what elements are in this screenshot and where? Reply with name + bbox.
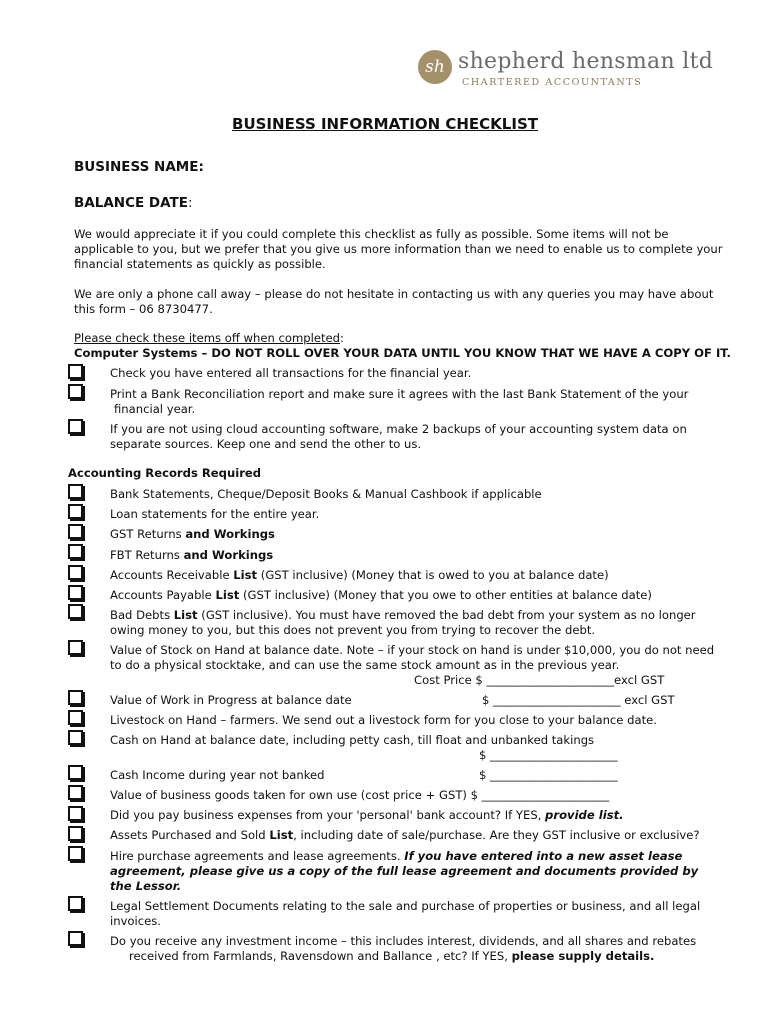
checkbox[interactable] bbox=[68, 931, 83, 946]
checkbox[interactable] bbox=[68, 504, 83, 519]
page-title: BUSINESS INFORMATION CHECKLIST bbox=[232, 115, 538, 133]
checkbox[interactable] bbox=[68, 544, 83, 559]
computer-systems-heading: Computer Systems – DO NOT ROLL OVER YOUR DATA UNTIL YOU KNOW THAT WE HAVE A COPY OF IT. bbox=[74, 346, 731, 360]
checklist-item-cash-on-hand: Cash on Hand at balance date, including petty cash, till float and unbanked takings bbox=[110, 733, 595, 747]
checklist-item-loan-statements: Loan statements for the entire year. bbox=[110, 507, 320, 521]
checkbox[interactable] bbox=[68, 896, 83, 911]
checklist-item-livestock: Livestock on Hand – farmers. We send out a livestock form for you close to your balance date. bbox=[110, 713, 657, 727]
checklist-item-bank-reconciliation: Print a Bank Reconciliation report and make sure it agrees with the last Bank Statement of the your bbox=[110, 387, 689, 401]
checklist-item-bank-reconciliation-cont: financial year. bbox=[114, 402, 196, 416]
firm-logo-mark: sh bbox=[418, 50, 452, 84]
checklist-item-cash-income: Cash Income during year not banked bbox=[110, 768, 325, 782]
checkbox[interactable] bbox=[68, 565, 83, 580]
checklist-item-work-in-progress: Value of Work in Progress at balance date bbox=[110, 693, 352, 707]
wip-amount-line[interactable]: $ ______________________ excl GST bbox=[482, 693, 675, 707]
stock-cost-price-line[interactable]: Cost Price $ ______________________excl GST bbox=[414, 673, 665, 687]
checkbox[interactable] bbox=[68, 765, 83, 780]
checkbox[interactable] bbox=[68, 785, 83, 800]
checklist-item-accounts-payable: Accounts Payable List (GST inclusive) (Money that you owe to other entities at balance date) bbox=[110, 588, 652, 602]
checkbox[interactable] bbox=[68, 710, 83, 725]
checklist-item-bank-statements: Bank Statements, Cheque/Deposit Books & Manual Cashbook if applicable bbox=[110, 487, 542, 501]
checkbox[interactable] bbox=[68, 364, 83, 379]
checkbox[interactable] bbox=[68, 826, 83, 841]
checkbox[interactable] bbox=[68, 585, 83, 600]
checklist-item-fbt-returns: FBT Returns and Workings bbox=[110, 548, 274, 562]
cash-on-hand-amount-line[interactable]: $ ______________________ bbox=[479, 748, 618, 762]
checkbox[interactable] bbox=[68, 640, 83, 655]
checklist-item-stock-on-hand: Value of Stock on Hand at balance date. Note – if your stock on hand is under $10,000, you do not need to do a physical stocktake, and can use the same stock amount as in the previous year. bbox=[110, 643, 715, 672]
intro-paragraph-2: We are only a phone call away – please do not hesitate in contacting us with any queries you may have about this form – 06 8730477. bbox=[74, 287, 714, 316]
balance-date-label: BALANCE DATE: bbox=[74, 195, 193, 211]
checklist-item-bad-debts: Bad Debts List (GST inclusive). You must have removed the bad debt from your system as no longer owing money to you, but this does not prevent you from trying to recover the debt. bbox=[110, 608, 696, 637]
checkbox[interactable] bbox=[68, 846, 83, 861]
checklist-item-legal-settlement: Legal Settlement Documents relating to the sale and purchase of properties or business, and all legal invoices. bbox=[110, 899, 701, 928]
checkbox[interactable] bbox=[68, 419, 83, 434]
checklist-item-accounts-receivable: Accounts Receivable List (GST inclusive) (Money that is owed to you at balance date) bbox=[110, 568, 609, 582]
checkbox[interactable] bbox=[68, 806, 83, 821]
checklist-item-personal-expenses: Did you pay business expenses from your 'personal' bank account? If YES, provide list. bbox=[110, 808, 624, 822]
checklist-item-assets-purchased-sold: Assets Purchased and Sold List, including date of sale/purchase. Are they GST inclusive or exclusive? bbox=[110, 828, 700, 842]
checkbox[interactable] bbox=[68, 690, 83, 705]
cash-income-amount-line[interactable]: $ ______________________ bbox=[479, 768, 618, 782]
business-name-label: BUSINESS NAME: bbox=[74, 159, 204, 175]
checklist-item-gst-returns: GST Returns and Workings bbox=[110, 527, 275, 541]
firm-subtitle: CHARTERED ACCOUNTANTS bbox=[462, 77, 643, 88]
accounting-records-heading: Accounting Records Required bbox=[68, 466, 262, 480]
checkbox[interactable] bbox=[68, 524, 83, 539]
checklist-item-investment-income: Do you receive any investment income – this includes interest, dividends, and all shares and rebates bbox=[110, 934, 697, 948]
checklist-item-transactions: Check you have entered all transactions for the financial year. bbox=[110, 366, 472, 380]
checkbox[interactable] bbox=[68, 730, 83, 745]
checklist-item-backups: If you are not using cloud accounting software, make 2 backups of your accounting system data on separate sources. Keep one and send the other to us. bbox=[110, 422, 687, 451]
firm-name: shepherd hensman ltd bbox=[458, 49, 714, 74]
checkbox[interactable] bbox=[68, 384, 83, 399]
checkbox[interactable] bbox=[68, 484, 83, 499]
checkbox[interactable] bbox=[68, 604, 83, 619]
checklist-item-investment-income-cont: received from Farmlands, Ravensdown and Ballance , etc? If YES, please supply details. bbox=[129, 949, 655, 963]
checklist-item-hire-purchase: Hire purchase agreements and lease agreements. If you have entered into a new asset lease agreement, please give us a copy of the full lease agreement and documents provided by the Lessor. bbox=[110, 849, 699, 893]
intro-paragraph-1: We would appreciate it if you could complete this checklist as fully as possible. Some items will not be applicable to you, but we prefer that you give us more information than we need to enable us to complete your financial statements as quickly as possible. bbox=[74, 227, 723, 271]
check-prompt: Please check these items off when completed: bbox=[74, 331, 344, 345]
checklist-item-own-use: Value of business goods taken for own use (cost price + GST) $ ______________________ bbox=[110, 788, 610, 802]
